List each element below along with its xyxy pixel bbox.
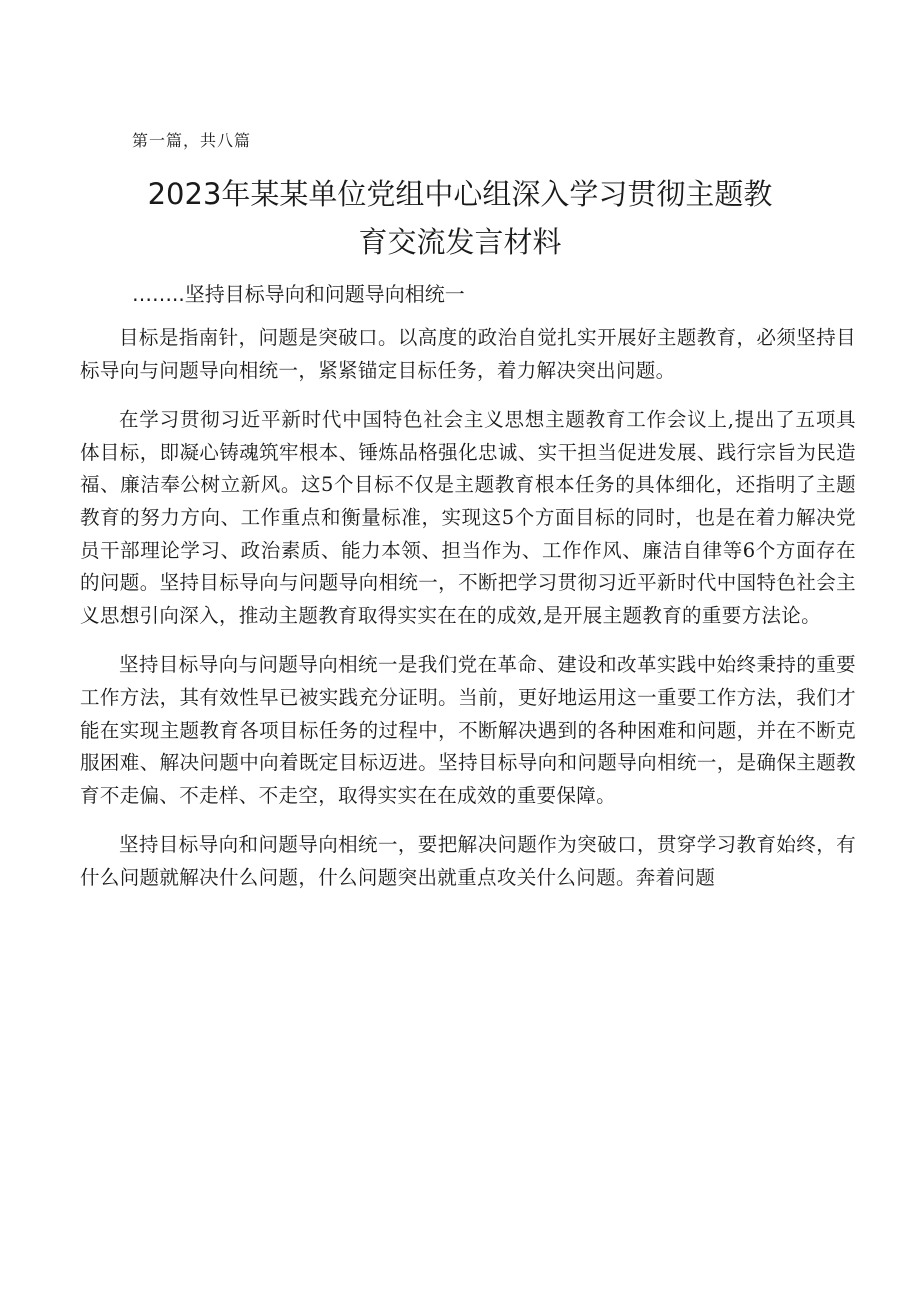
paragraph-1: 目标是指南针，问题是突破口。以高度的政治自觉扎实开展好主题教育，必须坚持目标导向与问题导向相统一，紧紧锚定目标任务，着力解决突出问题。 <box>80 326 856 382</box>
document-title <box>100 170 820 266</box>
section-heading: ……..坚持目标导向和问题导向相统一 <box>132 282 465 306</box>
title-line-2: 育交流发言材料 <box>358 225 562 259</box>
title-line-1: 2023年某某单位党组中心组深入学习贯彻主题教 <box>147 177 773 211</box>
body-text <box>80 322 856 911</box>
part-label: 第一篇，共八篇 <box>132 131 252 150</box>
paragraph-4: 坚持目标导向和问题导向相统一，要把解决问题作为突破口，贯穿学习教育始终，有什么问题就解决什么问题，什么问题突出就重点攻关什么问题。奔着问题 <box>80 833 856 890</box>
paragraph-3: 坚持目标导向与问题导向相统一是我们党在革命、建设和改革实践中始终秉持的重要工作方法，其有效性早已被实践充分证明。当前，更好地运用这一重要工作方法，我们才能在实现主题教育各项目标任务的过程中，不断解决遇到的各种困难和问题，并在不断克服困难、解决问题中向着既定目标迈进。坚持目标导向和问题导向相统一，是确保主题教育不走偏、不走样、不走空，取得实实在在成效的重要保障。 <box>80 653 856 808</box>
paragraph-2: 在学习贯彻习近平新时代中国特色社会主义思想主题教育工作会议上,提出了五项具体目标，即凝心铸魂筑牢根本、锤炼品格强化忠诚、实干担当促进发展、践行宗旨为民造福、廉洁奉公树立新风。这5个目标不仅是主题教育根本任务的具体细化，还指明了主题教育的努力方向、工作重点和衡量标准，实现这5个方面目标的同时，也是在着力解决党员干部理论学习、政治素质、能力本领、担当作为、工作作风、廉洁自律等6个方面存在的问题。坚持目标导向与问题导向相统一，不断把学习贯彻习近平新时代中国特色社会主义思想引向深入，推动主题教育取得实实在在的成效,是开展主题教育的重要方法论。 <box>80 407 856 628</box>
